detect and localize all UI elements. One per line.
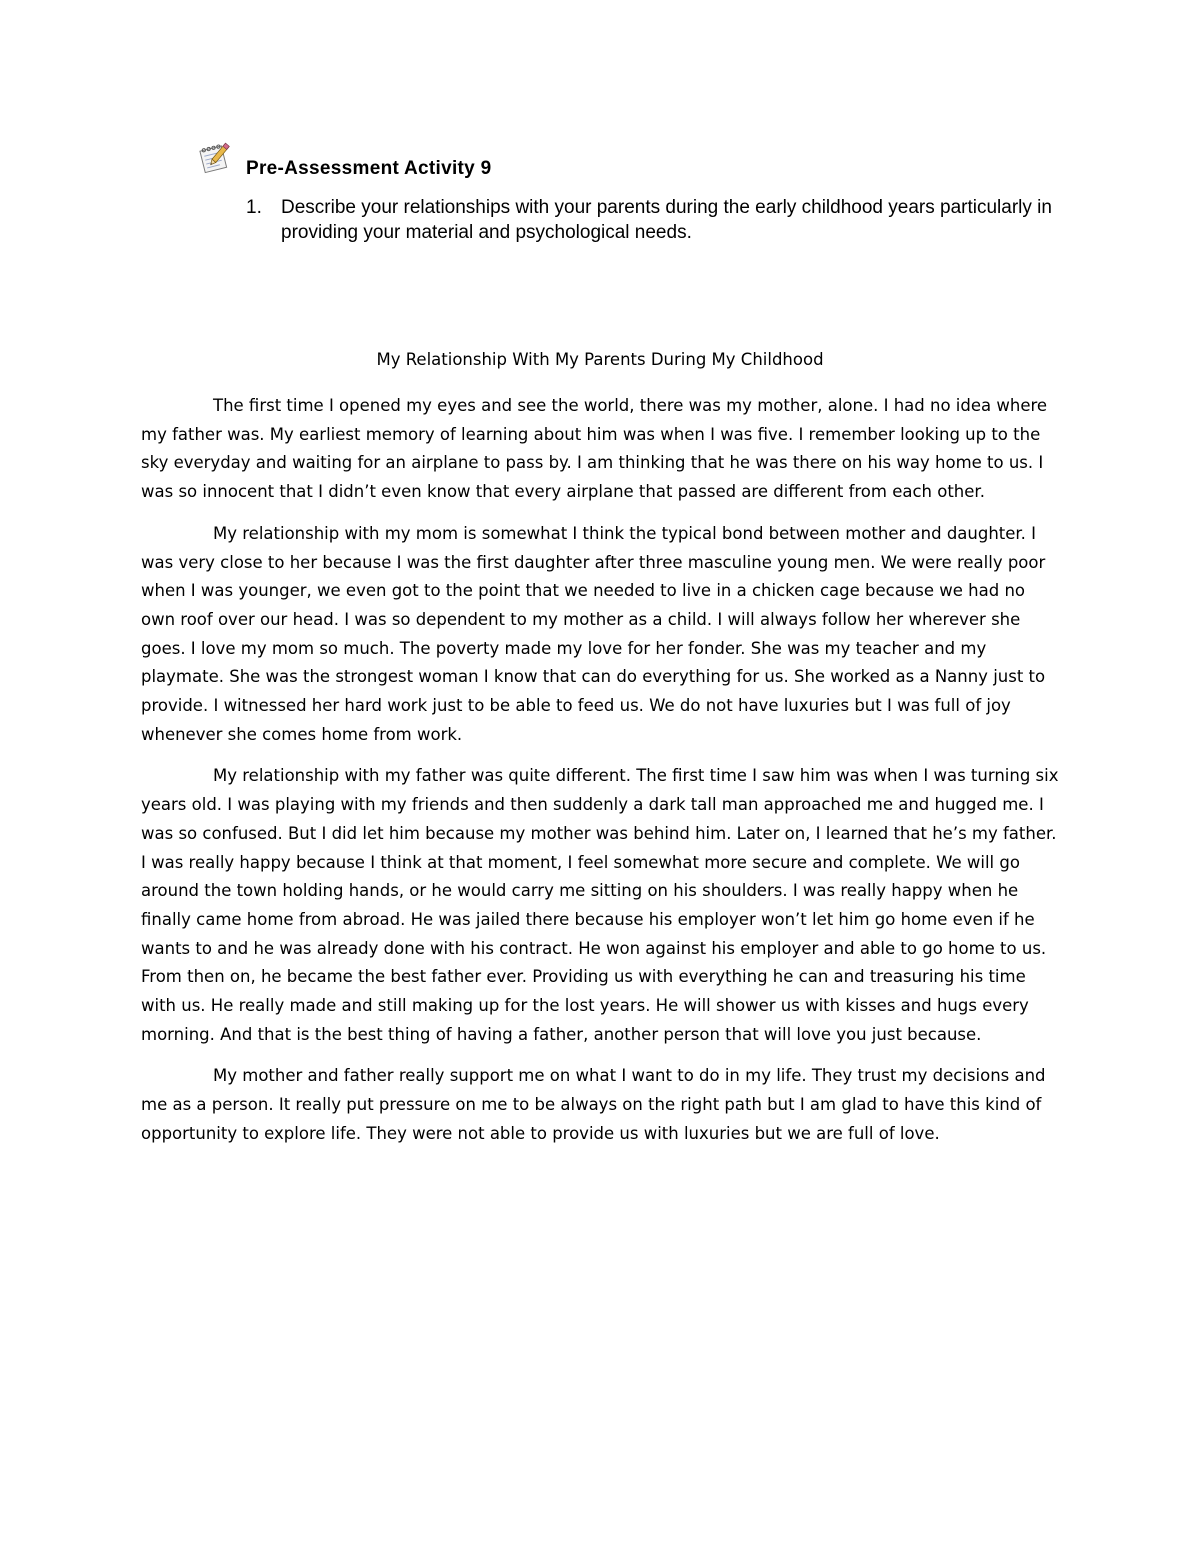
essay-paragraph: My mother and father really support me on what I want to do in my life. They trust my decisions and me as a person. It really put pressure on me to be always on the right path but I am glad to have this kind of opportunity to explore life. They were not able to provide us with luxuries but we are full of love.: [141, 1066, 1046, 1143]
activity-header: [196, 136, 1076, 179]
activity-title: Pre-Assessment Activity 9: [246, 158, 492, 179]
notepad-pencil-icon: [196, 136, 236, 176]
essay-paragraph: The first time I opened my eyes and see the world, there was my mother, alone. I had no idea where my father was. My earliest memory of learning about him was when I was five. I remember looking up to the sky everyday and waiting for an airplane to pass by. I am thinking that he was there on his way home to us. I was so innocent that I didn’t even know that every airplane that passed are different from each other.: [141, 396, 1048, 502]
essay-paragraph: My relationship with my father was quite different. The first time I saw him was when I was turning six years old. I was playing with my friends and then suddenly a dark tall man approached me and hugged me. I was so confused. But I did let him because my mother was behind him. Later on, I learned that he’s my father. I was really happy because I think at that moment, I feel somewhat more secure and complete. We will go around the town holding hands, or he would carry me sitting on his shoulders. I was really happy when he finally came home from abroad. He was jailed there because his employer won’t let him go home even if he wants to and he was already done with his contract. He won against his employer and able to go home to us. From then on, he became the best father ever. Providing us with everything he can and treasuring his time with us. He really made and still making up for the lost years. He will shower us with kisses and hugs every morning. And that is the best thing of having a father, another person that will love you just because.: [141, 766, 1059, 1044]
essay-title: My Relationship With My Parents During My Childhood: [376, 350, 824, 369]
question-text: Describe your relationships with your parents during the early childhood years particularly in providing your material and psychological needs.: [281, 197, 1052, 243]
question-number: 1.: [246, 197, 262, 218]
essay-paragraph: My relationship with my mom is somewhat I think the typical bond between mother and daughter. I was very close to her because I was the first daughter after three masculine young men. We were really poor when I was younger, we even got to the point that we needed to live in a chicken cage because we had no own roof over our head. I was so dependent to my mother as a child. I will always follow her wherever she goes. I love my mom so much. The poverty made my love for her fonder. She was my teacher and my playmate. She was the strongest woman I know that can do everything for us. She worked as a Nanny just to provide. I witnessed her hard work just to be able to feed us. We do not have luxuries but I was full of joy whenever she comes home from work.: [141, 523, 1046, 744]
essay-body: [141, 392, 1063, 1162]
